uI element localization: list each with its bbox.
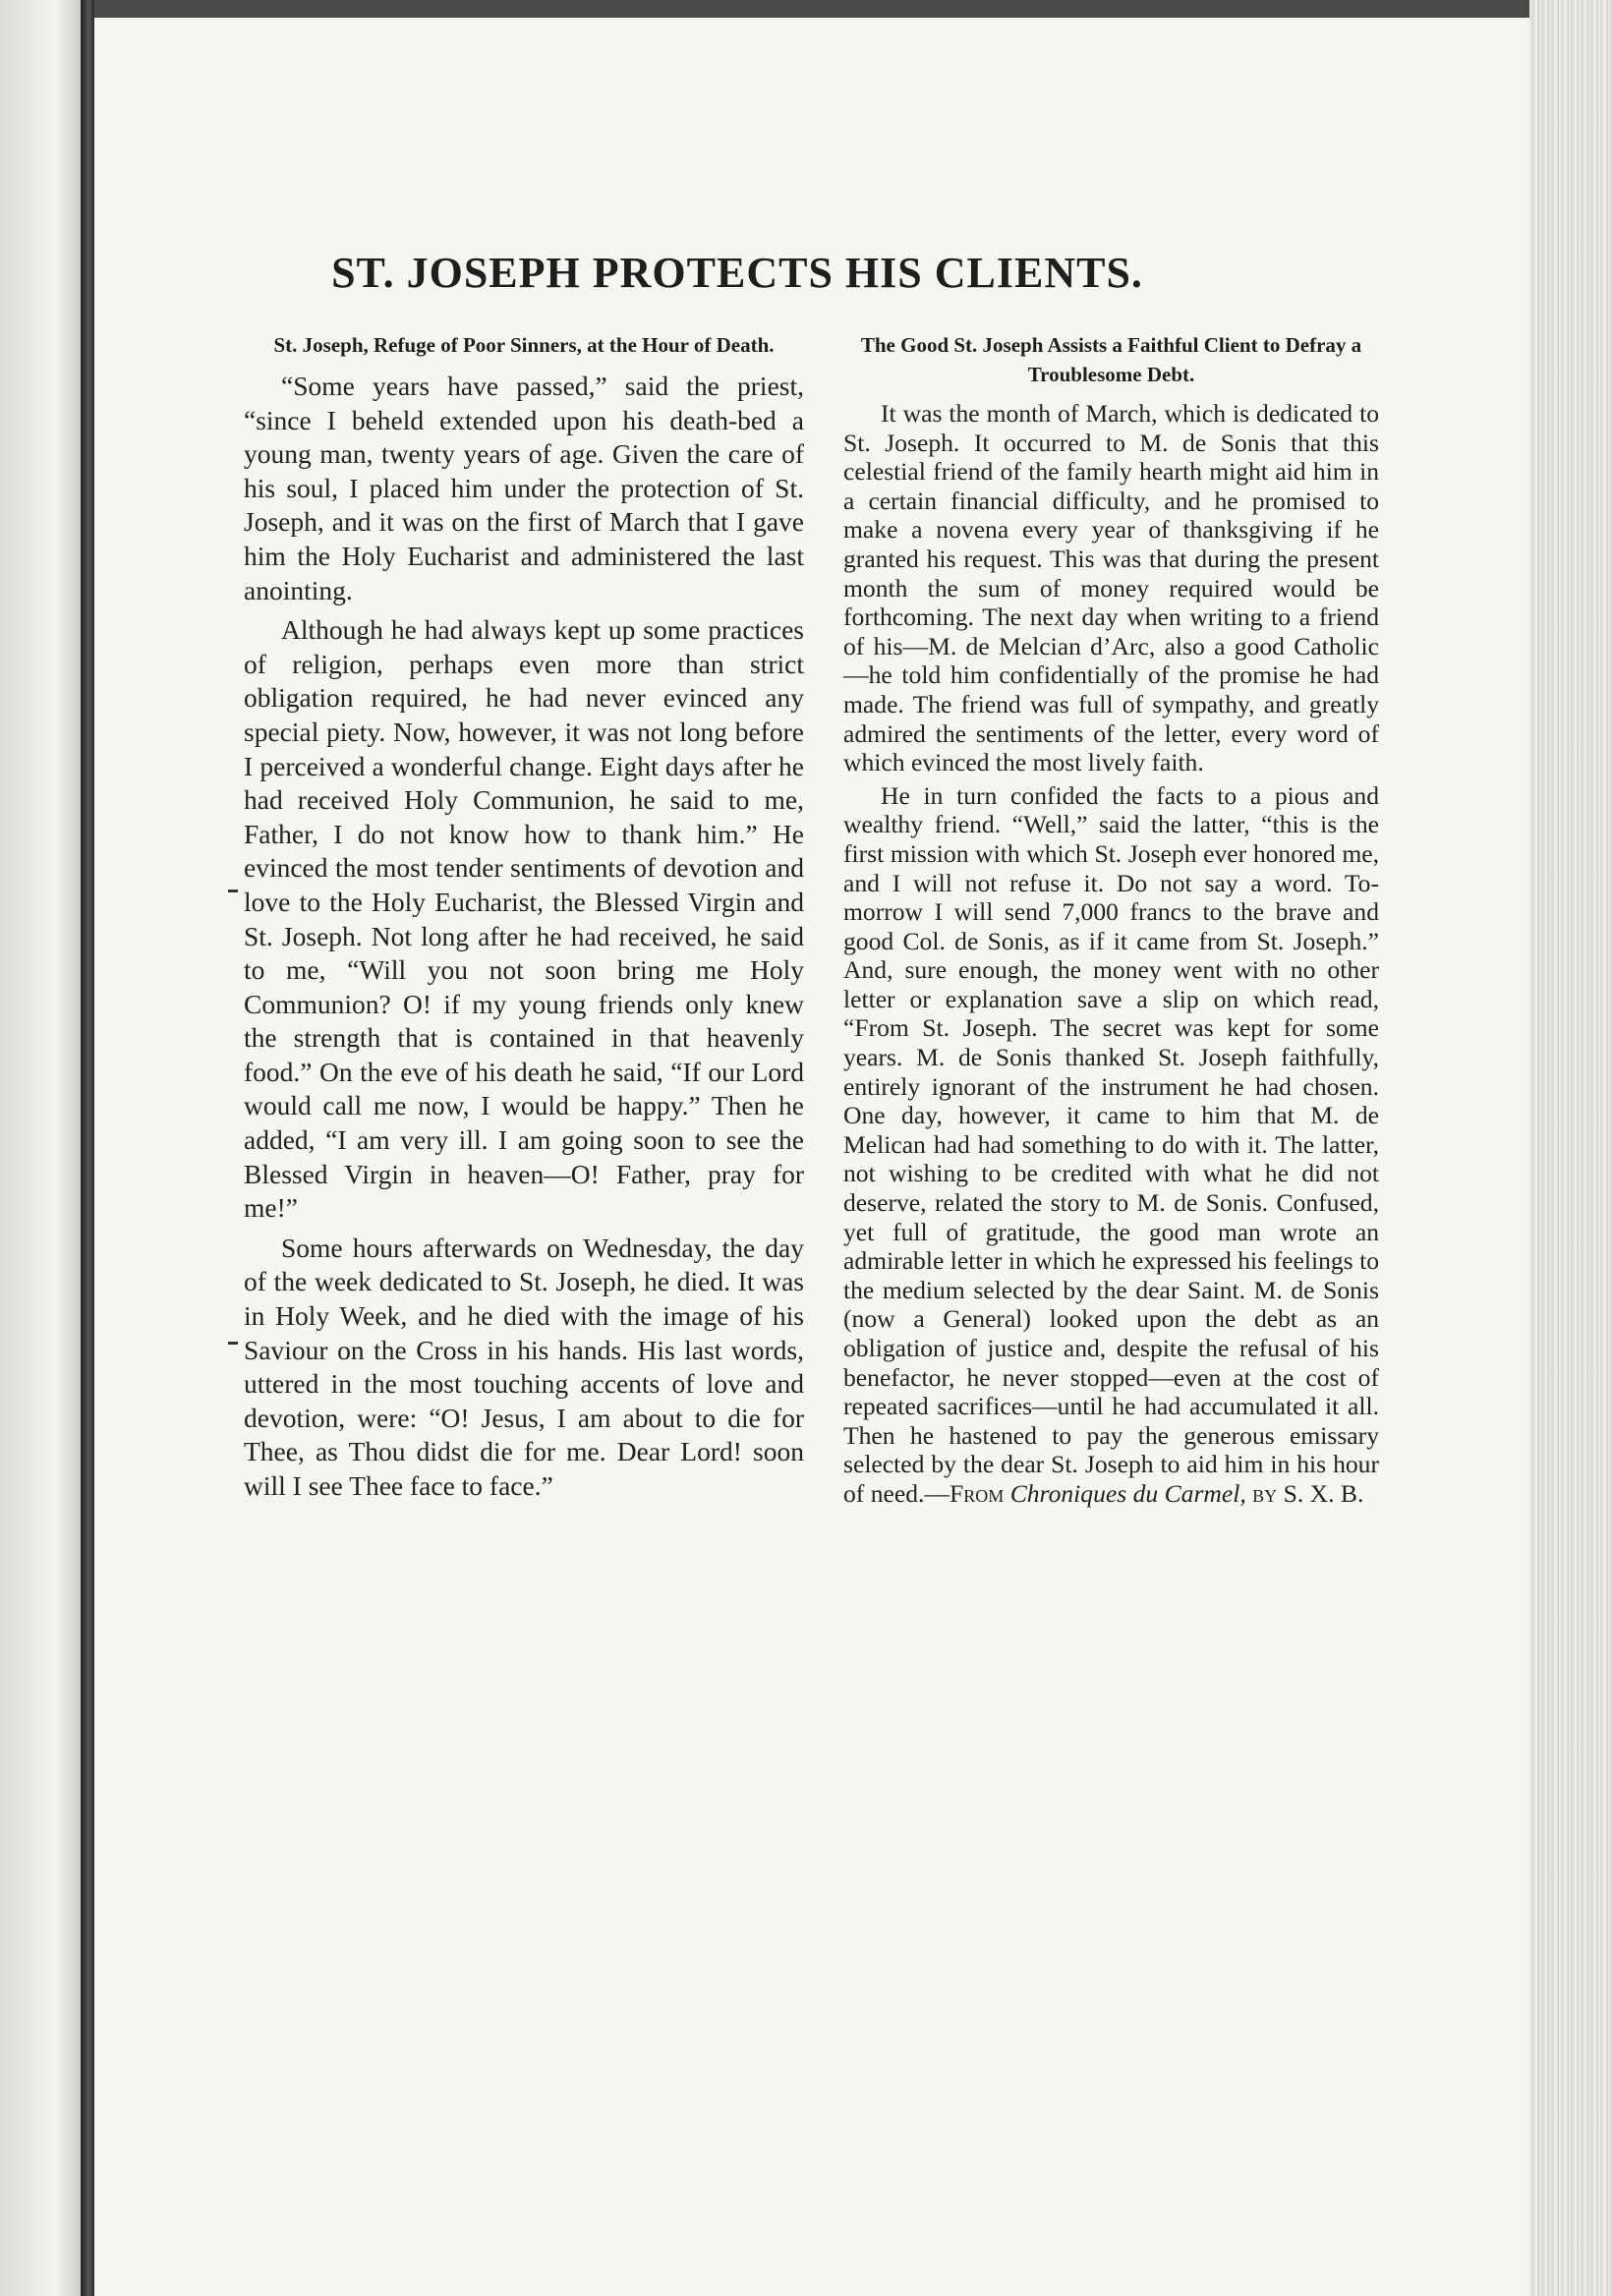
left-column: [244, 330, 804, 1510]
paragraph: “Some years have passed,” said the priest, “since I beheld extended upon his death-bed a young man, twenty years of age. Given the care of his soul, I placed him under the protection of St. Joseph, and it was on the first of March that I gave him the Holy Eucharist and administered the last anointing.: [244, 371, 804, 605]
page-stack-edge: [1529, 0, 1612, 2296]
right-column-heading: The Good St. Joseph Assists a Faithful Client to Defray a Troublesome Debt.: [860, 333, 1362, 386]
margin-mark: [228, 890, 238, 892]
article-title: ST. JOSEPH PROTECTS HIS CLIENTS.: [331, 249, 1143, 297]
paragraph: Although he had always kept up some practices of religion, perhaps even more than strict obligation required, he had never evinced any special piety. Now, however, it was not long before I perceived a wonderful change. Eight days after he had received Holy Communion, he said to me, Father, I do not know how to thank him.” He evinced the most tender sentiments of devotion and love to the Holy Eucharist, the Blessed Virgin and St. Joseph. Not long after he had received, he said to me, “Will you not soon bring me Holy Communion? O! if my young friends only knew the strength that is contained in that heavenly food.” On the eve of his death he said, “If our Lord would call me now, I would be happy.” Then he added, “I am very ill. I am going soon to see the Blessed Virgin in heaven—O! Father, pray for me!”: [244, 614, 804, 1224]
left-page-edge: [0, 0, 81, 2296]
book-gutter: [81, 0, 94, 2296]
credit-author: S. X. B.: [1283, 1478, 1364, 1508]
paragraph: It was the month of March, which is dedicated to St. Joseph. It occurred to M. de Sonis that this celestial friend of the family hearth might aid him in a certain financial difficulty, and he promised to make a novena every year of thanksgiving if he granted his request. This was that during the present month the sum of money required would be forthcoming. The next day when writing to a friend of his—M. de Melcian d’Arc, also a good Catholic—he told him confidentially of the promise he had made. The friend was full of sympathy, and greatly admired the sentiments of the letter, every word of which evinced the most lively faith.: [843, 399, 1379, 777]
left-column-heading: St. Joseph, Refuge of Poor Sinners, at the Hour of Death.: [273, 333, 775, 357]
margin-mark: [228, 1342, 238, 1345]
credit-by: by: [1252, 1478, 1278, 1508]
paragraph: Some hours afterwards on Wednesday, the day of the week dedicated to St. Joseph, he died. It was in Holy Week, and he died with the image of his Saviour on the Cross in his hands. His last words, uttered in the most touching accents of love and devotion, were: “O! Jesus, I am about to die for Thee, as Thou didst die for me. Dear Lord! soon will I see Thee face to face.”: [244, 1232, 804, 1501]
credit-prefix: —From: [924, 1478, 1005, 1508]
credit-source: Chroniques du Carmel,: [1009, 1478, 1246, 1508]
right-column: [843, 330, 1379, 1513]
paragraph: [843, 781, 1379, 1509]
paragraph-text: He in turn confided the facts to a pious and wealthy friend. “Well,” said the latter, “this is the first mission with which St. Joseph ever honored me, and I will not refuse it. Do not say a word. To-morrow I will send 7,000 francs to the brave and good Col. de Sonis, as if it came from St. Joseph.” And, sure enough, the money went with no other letter or explanation save a slip on which read, “From St. Joseph. The secret was kept for some years. M. de Sonis thanked St. Joseph faithfully, entirely ignorant of the instrument he had chosen. One day, however, it came to him that M. de Melican had had something to do with it. The latter, not wishing to be credited with what he did not deserve, related the story to M. de Sonis. Confused, yet full of gratitude, the good man wrote an admirable letter in which he expressed his feelings to the medium selected by the dear Saint. M. de Sonis (now a General) looked upon the debt as an obligation of justice and, despite the refusal of his benefactor, he never stopped—even at the cost of repeated sacrifices—until he had accumulated it all. Then he hastened to pay the generous emissary selected by the dear St. Joseph to aid him in his hour of need.: [843, 780, 1379, 1508]
